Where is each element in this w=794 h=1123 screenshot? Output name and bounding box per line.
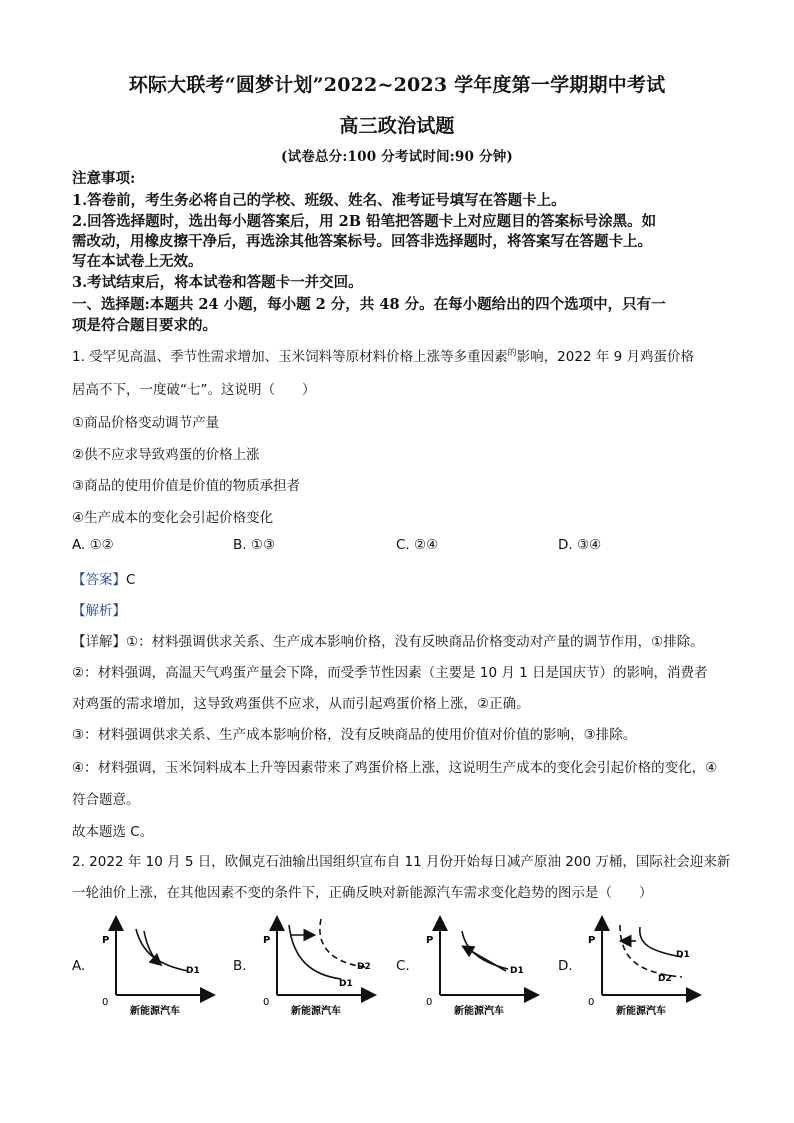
q2-option-b-label: B. [233, 958, 247, 974]
q2-stem-line-1: 2. 2022 年 10 月 5 日，欧佩克石油输出国组织宣布自 11 月份开始每日减产原油 200 万桶，国际社会迎来新 [72, 854, 731, 870]
exam-subtitle: 高三政治试题 [339, 115, 455, 137]
q1-conclusion: 故本题选 C。 [72, 824, 154, 840]
exam-title: 环际大联考“圆梦计划”2022~2023 学年度第一学期期中考试 [128, 74, 666, 96]
detail-tag: 【详解】 [72, 634, 126, 650]
axis-origin-label: 0 [263, 997, 270, 1008]
note-2-line-2: 需改动，用橡皮擦干净后，再选涂其他答案标号。回答非选择题时，将答案写在答题卡上。 [72, 233, 652, 250]
q1-detail-2b: 对鸡蛋的需求增加，这导致鸡蛋供不应求，从而引起鸡蛋价格上涨，②正确。 [72, 696, 530, 712]
q1-stem-line-1 [72, 345, 694, 365]
q1-detail-4b: 符合题意。 [72, 792, 140, 808]
q1-stem-text-end: 影响，2022 年 9 月鸡蛋价格 [516, 349, 695, 365]
note-2-line-3: 写在本试卷上无效。 [72, 253, 203, 270]
q1-detail-4a: ④：材料强调，玉米饲料成本上升等因素带来了鸡蛋价格上涨，这说明生产成本的变化会引起价格的变化，④ [72, 760, 718, 776]
axis-p-label: P [102, 935, 110, 946]
q1-stem-line-2: 居高不下，一度破“七”。这说明（ ） [72, 382, 316, 398]
curve-label-d1: D1 [186, 966, 200, 976]
notes-heading: 注意事项: [72, 170, 136, 187]
q1-choice-b: B. ①③ [233, 537, 276, 553]
answer-tag: 【答案】 [72, 572, 126, 588]
curve-label-d1: D1 [510, 966, 524, 976]
q1-detail-1 [72, 630, 704, 650]
q1-choice-a: A. ①② [72, 537, 114, 553]
demand-curve-d1 [136, 929, 188, 971]
q2-option-c-label: C. [396, 958, 410, 974]
demand-curve-d2 [620, 925, 682, 977]
demand-curve-d1 [289, 925, 341, 979]
axis-x-label: 新能源汽车 [616, 1006, 666, 1017]
q1-choice-d: D. ③④ [558, 537, 602, 553]
detail-text-1: ①：材料强调供求关系、生产成本影响价格，没有反映商品价格变动对产量的调节作用，①排除。 [126, 634, 704, 650]
note-1: 1.答卷前，考生务必将自己的学校、班级、姓名、准考证号填写在答题卡上。 [72, 192, 566, 209]
axis-x-label: 新能源汽车 [454, 1006, 504, 1017]
curve-label-d1: D1 [339, 979, 353, 989]
q1-choice-c: C. ②④ [396, 537, 439, 553]
q1-option-4: ④生产成本的变化会引起价格变化 [72, 510, 274, 526]
curve-label-d2: D2 [658, 974, 672, 984]
axis-p-label: P [263, 935, 271, 946]
q2-stem-line-2: 一轮油价上涨，在其他因素不变的条件下，正确反映对新能源汽车需求变化趋势的图示是（ ） [72, 885, 653, 901]
axis-origin-label: 0 [102, 997, 109, 1008]
curve-label-d2: D2 [357, 962, 371, 972]
q2-graph-c [416, 913, 566, 1017]
note-3: 3.考试结束后，将本试卷和答题卡一并交回。 [72, 274, 363, 291]
axis-x-label: 新能源汽车 [130, 1006, 180, 1017]
q1-detail-3: ③：材料强调供求关系、生产成本影响价格，没有反映商品的使用价值对价值的影响，③排除。 [72, 727, 637, 743]
answer-value: C [126, 572, 136, 588]
demand-curve-d2 [320, 919, 365, 967]
exam-meta: (试卷总分:100 分考试时间:90 分钟) [280, 149, 513, 165]
axis-origin-label: 0 [588, 997, 595, 1008]
section-instruction-line-1: 一、选择题:本题共 24 小题，每小题 2 分，共 48 分。在每小题给出的四个选项中，只有一 [72, 296, 666, 313]
curve-label-d1: D1 [676, 950, 690, 960]
q1-detail-2a: ②：材料强调，高温天气鸡蛋产量会下降，而受季节性因素（主要是 10 月 1 日是国庆节）的影响，消费者 [72, 665, 708, 681]
axis-p-label: P [588, 935, 596, 946]
note-2-line-1: 2.回答选择题时，选出每小题答案后，用 2B 铅笔把答题卡上对应题目的答案标号涂黑。如 [72, 213, 657, 230]
q2-graph-a [92, 913, 242, 1017]
q1-option-3: ③商品的使用价值是价值的物质承担者 [72, 478, 301, 494]
q2-graph-b [253, 913, 403, 1017]
shift-arrow [464, 947, 506, 971]
q2-option-d-label: D. [558, 958, 573, 974]
q2-option-a-label: A. [72, 958, 86, 974]
q1-answer [72, 568, 135, 588]
axis-origin-label: 0 [426, 997, 433, 1008]
q2-graph-d [578, 913, 728, 1017]
section-instruction-line-2: 项是符合题目要求的。 [72, 317, 217, 334]
q1-option-1: ①商品价格变动调节产量 [72, 415, 220, 431]
q1-option-2: ②供不应求导致鸡蛋的价格上涨 [72, 447, 260, 463]
analysis-tag: 【解析】 [72, 603, 126, 619]
q1-stem-text: 1. 受罕见高温、季节性需求增加、玉米饲料等原材料价格上涨等多重因素 [72, 349, 508, 365]
q1-stem-sup: 的 [507, 348, 517, 359]
axis-p-label: P [426, 935, 434, 946]
axis-x-label: 新能源汽车 [291, 1006, 341, 1017]
